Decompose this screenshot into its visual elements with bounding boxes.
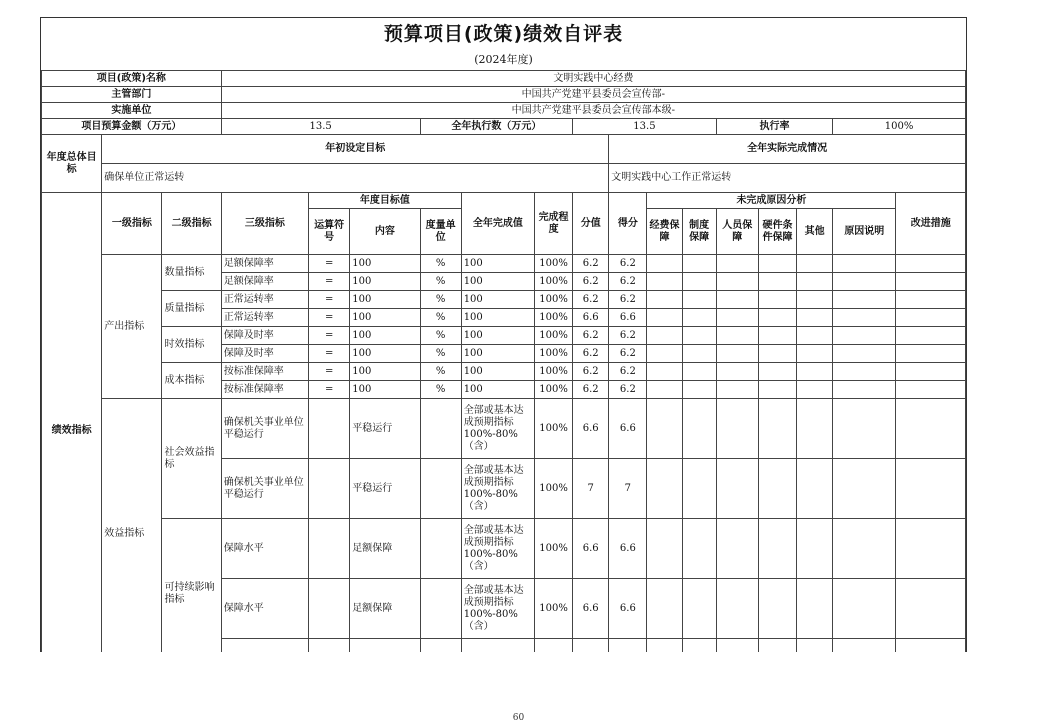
page-number: 60	[512, 713, 525, 723]
score-cell: 6.2	[609, 327, 647, 345]
level2-header: 二级指标	[162, 193, 221, 255]
level3-cell: 确保机关事业单位平稳运行	[221, 459, 308, 519]
points-cell: 6.6	[573, 519, 609, 579]
form-title: 预算项目(政策)绩效自评表	[383, 23, 624, 45]
unit-cell	[420, 459, 461, 519]
operator-cell	[309, 519, 350, 579]
output-indicator-group: 产出指标	[102, 255, 162, 399]
dept-value: 中国共产党建平县委员会宣传部-	[221, 87, 965, 103]
content-cell: 100	[350, 291, 420, 309]
operator-cell: =	[309, 255, 350, 273]
time-indicator-group: 时效指标	[162, 327, 221, 363]
unit-cell: %	[420, 273, 461, 291]
content-cell: 平稳运行	[350, 399, 420, 459]
degree-cell: 100%	[534, 327, 572, 345]
operator-cell: =	[309, 381, 350, 399]
score-cell: 6.2	[609, 255, 647, 273]
unit-cell	[420, 519, 461, 579]
table-row	[42, 291, 966, 309]
table-row	[42, 363, 966, 381]
impl-unit-label: 实施单位	[42, 103, 222, 119]
impl-unit-value: 中国共产党建平县委员会宣传部本级-	[221, 103, 965, 119]
table-row	[42, 399, 966, 459]
points-cell: 6.2	[573, 327, 609, 345]
actual-cell: 100	[461, 291, 534, 309]
degree-cell: 100%	[534, 255, 572, 273]
content-cell: 平稳运行	[350, 459, 420, 519]
score-cell: 6.6	[609, 399, 647, 459]
operator-header: 运算符号	[309, 209, 350, 255]
operator-cell: =	[309, 363, 350, 381]
score-header: 得分	[609, 193, 647, 255]
content-cell: 足额保障	[350, 579, 420, 639]
level3-cell: 按标准保障率	[221, 381, 308, 399]
actual-goal-text: 文明实践中心工作正常运转	[609, 164, 966, 193]
sustain-impact-group: 可持续影响指标	[162, 519, 221, 653]
degree-cell: 100%	[534, 381, 572, 399]
unit-cell	[420, 579, 461, 639]
actual-cell: 100	[461, 363, 534, 381]
level3-cell: 按标准保障率	[221, 363, 308, 381]
unit-cell: %	[420, 363, 461, 381]
score-cell: 6.6	[609, 309, 647, 327]
evaluation-sheet	[40, 17, 967, 652]
content-header: 内容	[350, 209, 420, 255]
cost-indicator-group: 成本指标	[162, 363, 221, 399]
operator-cell: =	[309, 291, 350, 309]
initial-goal-header: 年初设定目标	[102, 135, 609, 164]
budget-label: 项目预算金额（万元）	[42, 119, 222, 135]
operator-cell: =	[309, 345, 350, 363]
system-header: 制度保障	[682, 209, 716, 255]
points-cell: 6.6	[573, 309, 609, 327]
unfinished-header: 未完成原因分析	[647, 193, 896, 209]
level3-cell: 保障及时率	[221, 327, 308, 345]
rate-value: 100%	[833, 119, 966, 135]
operator-cell	[309, 579, 350, 639]
level3-cell: 确保机关事业单位平稳运行	[221, 399, 308, 459]
exec-label: 全年执行数（万元）	[420, 119, 573, 135]
actual-cell: 全部或基本达成预期指标100%-80%（含）	[461, 579, 534, 639]
reason-header: 原因说明	[833, 209, 896, 255]
actual-cell: 100	[461, 381, 534, 399]
level3-cell: 足额保障率	[221, 273, 308, 291]
level1-header: 一级指标	[102, 193, 162, 255]
content-cell: 100	[350, 363, 420, 381]
score-cell: 6.2	[609, 363, 647, 381]
level3-header: 三级指标	[221, 193, 308, 255]
score-cell: 6.6	[609, 519, 647, 579]
annual-goal-label: 年度总体目标	[42, 135, 102, 193]
points-cell: 6.2	[573, 291, 609, 309]
unit-cell: %	[420, 381, 461, 399]
target-header: 年度目标值	[309, 193, 462, 209]
content-cell: 100	[350, 309, 420, 327]
table-row	[42, 327, 966, 345]
table-row	[42, 255, 966, 273]
quality-indicator-group: 质量指标	[162, 291, 221, 327]
rate-label: 执行率	[716, 119, 832, 135]
unit-cell: %	[420, 327, 461, 345]
unit-cell: %	[420, 255, 461, 273]
dept-label: 主管部门	[42, 87, 222, 103]
actual-cell: 100	[461, 327, 534, 345]
operator-cell: =	[309, 327, 350, 345]
level3-cell: 保障及时率	[221, 345, 308, 363]
form-year: (2024年度)	[474, 53, 533, 66]
staff-header: 人员保障	[716, 209, 758, 255]
content-cell: 足额保障	[350, 519, 420, 579]
score-cell: 7	[609, 459, 647, 519]
score-cell: 6.2	[609, 273, 647, 291]
points-cell: 6.2	[573, 273, 609, 291]
operator-cell	[309, 459, 350, 519]
degree-cell: 100%	[534, 399, 572, 459]
initial-goal-text: 确保单位正常运转	[102, 164, 609, 193]
benefit-indicator-group: 效益指标	[102, 399, 162, 653]
actual-cell: 100	[461, 273, 534, 291]
operator-cell: =	[309, 273, 350, 291]
content-cell: 100	[350, 345, 420, 363]
points-cell: 6.2	[573, 345, 609, 363]
unit-header: 度量单位	[420, 209, 461, 255]
evaluation-table	[41, 70, 966, 652]
operator-cell	[309, 399, 350, 459]
score-cell: 6.2	[609, 345, 647, 363]
degree-cell: 100%	[534, 519, 572, 579]
degree-cell: 100%	[534, 309, 572, 327]
points-cell: 6.2	[573, 255, 609, 273]
exec-value: 13.5	[573, 119, 717, 135]
degree-cell: 100%	[534, 273, 572, 291]
quantity-indicator-group: 数量指标	[162, 255, 221, 291]
level3-cell: 足额保障率	[221, 255, 308, 273]
degree-cell: 100%	[534, 345, 572, 363]
points-cell: 6.6	[573, 399, 609, 459]
content-cell: 100	[350, 381, 420, 399]
actual-goal-header: 全年实际完成情况	[609, 135, 966, 164]
unit-cell: %	[420, 291, 461, 309]
hardware-header: 硬件条件保障	[758, 209, 796, 255]
project-name-value: 文明实践中心经费	[221, 71, 965, 87]
fund-header: 经费保障	[647, 209, 682, 255]
actual-cell: 100	[461, 309, 534, 327]
unit-cell: %	[420, 345, 461, 363]
degree-cell: 100%	[534, 579, 572, 639]
degree-cell: 100%	[534, 291, 572, 309]
level3-cell: 正常运转率	[221, 309, 308, 327]
actual-cell: 100	[461, 255, 534, 273]
score-cell: 6.6	[609, 579, 647, 639]
degree-header: 完成程度	[534, 193, 572, 255]
actual-cell: 全部或基本达成预期指标100%-80%（含）	[461, 459, 534, 519]
level3-cell: 保障水平	[221, 519, 308, 579]
social-benefit-group: 社会效益指标	[162, 399, 221, 519]
points-cell: 6.6	[573, 579, 609, 639]
points-cell: 6.2	[573, 381, 609, 399]
actual-cell: 全部或基本达成预期指标100%-80%（含）	[461, 399, 534, 459]
score-cell: 6.2	[609, 291, 647, 309]
points-header: 分值	[573, 193, 609, 255]
content-cell: 100	[350, 327, 420, 345]
project-name-label: 项目(政策)名称	[42, 71, 222, 87]
table-row	[42, 519, 966, 579]
points-cell: 7	[573, 459, 609, 519]
actual-header: 全年完成值	[461, 193, 534, 255]
unit-cell: %	[420, 309, 461, 327]
content-cell: 100	[350, 255, 420, 273]
degree-cell: 100%	[534, 459, 572, 519]
budget-value: 13.5	[221, 119, 420, 135]
perf-indicator-label: 绩效指标	[42, 193, 102, 653]
unit-cell	[420, 399, 461, 459]
actual-cell: 100	[461, 345, 534, 363]
other-header: 其他	[797, 209, 833, 255]
level3-cell: 正常运转率	[221, 291, 308, 309]
level3-cell: 保障水平	[221, 579, 308, 639]
content-cell: 100	[350, 273, 420, 291]
actual-cell: 全部或基本达成预期指标100%-80%（含）	[461, 519, 534, 579]
degree-cell: 100%	[534, 363, 572, 381]
points-cell: 6.2	[573, 363, 609, 381]
operator-cell: =	[309, 309, 350, 327]
improve-header: 改进措施	[896, 193, 966, 255]
score-cell: 6.2	[609, 381, 647, 399]
